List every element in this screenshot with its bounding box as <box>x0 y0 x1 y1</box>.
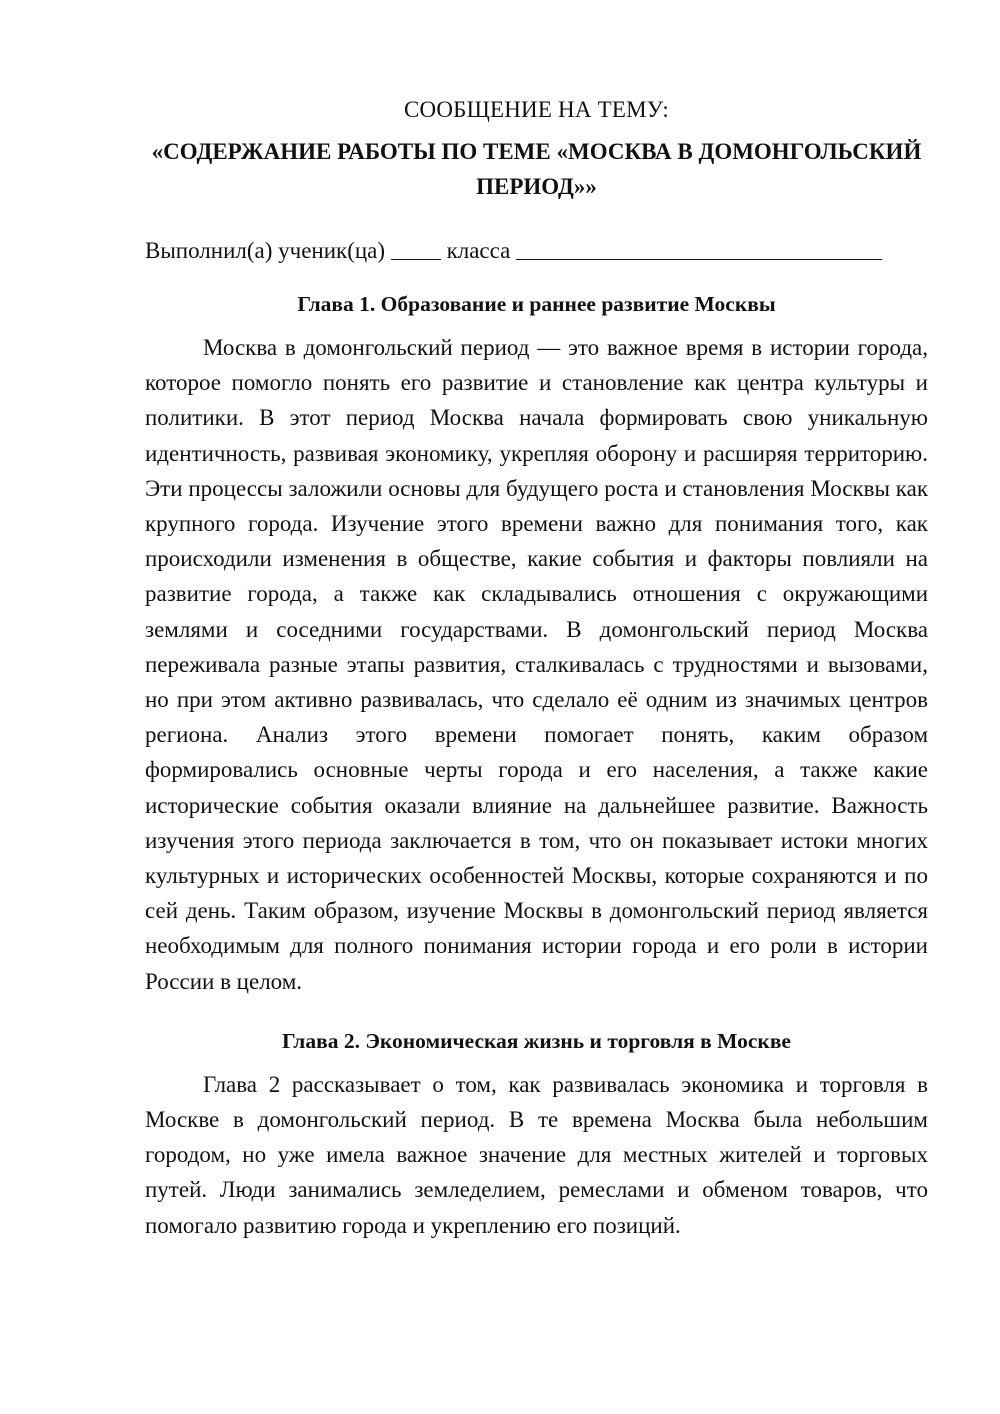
chapter-1-heading: Глава 1. Образование и раннее развитие Москвы <box>297 292 776 316</box>
page-content <box>145 94 928 1243</box>
class-number-blank <box>391 237 441 260</box>
author-prefix-label: Выполнил(а) ученик(ца) <box>145 238 386 263</box>
subject-line: СООБЩЕНИЕ НА ТЕМУ: <box>404 97 669 122</box>
document-title: «СОДЕРЖАНИЕ РАБОТЫ ПО ТЕМЕ «МОСКВА В ДОМОНГОЛЬСКИЙ ПЕРИОД»» <box>151 139 922 199</box>
student-name-blank <box>516 237 882 260</box>
chapter-1 <box>145 288 928 999</box>
chapter-2 <box>145 1025 928 1243</box>
chapter-2-heading: Глава 2. Экономическая жизнь и торговля в Москве <box>282 1028 791 1053</box>
chapter-2-paragraph: Глава 2 рассказывает о том, как развивалась экономика и торговля в Москве в домонгольский период. В те времена Москва была небольшим городом, но уже имела важное значение для местных жителей и торговых путей. Люди занимались земледелием, ремеслами и обменом товаров, что помогало развитию города и укреплению его позиций. <box>145 1071 928 1238</box>
chapter-1-paragraph: Москва в домонгольский период — это важное время в истории города, которое помогло понять его развитие и становление как центра культуры и политики. В этот период Москва начала формировать свою уникальную идентичность, развивая экономику, укрепляя оборону и расширяя территорию. Эти процессы заложили основы для будущего роста и становления Москвы как крупного города. Изучение этого времени важно для понимания того, как происходили изменения в обществе, какие события и факторы повлияли на развитие города, а также как складывались отношения с окружающими землями и соседними государствами. В домонгольский период Москва переживала разные этапы развития, сталкивалась с трудностями и вызовами, но при этом активно развивалась, что сделало её одним из значимых центров региона. Анализ этого времени помогает понять, каким образом формировались основные черты города и его населения, а также какие исторические события оказали влияние на дальнейшее развитие. Важность изучения этого периода заключается в том, что он показывает истоки многих культурных и исторических особенностей Москвы, которые сохраняются и по сей день. Таким образом, изучение Москвы в домонгольский период является необходимым для полного понимания истории города и его роли в истории России в целом. <box>145 335 928 994</box>
class-label: класса <box>446 238 511 263</box>
author-line <box>145 235 928 267</box>
